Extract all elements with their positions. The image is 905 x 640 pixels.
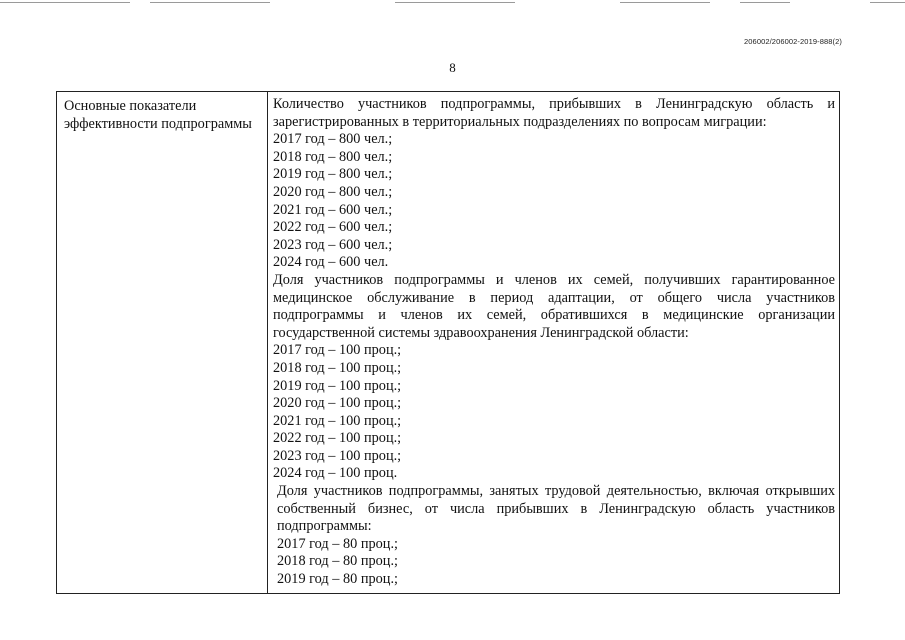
indicator-2-value: 2019 год – 100 проц.; xyxy=(273,377,402,394)
indicator-1-value: 2019 год – 800 чел.; xyxy=(273,166,393,183)
indicator-1-value: 2024 год – 600 чел. xyxy=(273,254,389,271)
indicators-table xyxy=(56,91,840,594)
indicator-2-value: 2017 год – 100 проц.; xyxy=(273,342,402,359)
scan-artifact-line xyxy=(395,2,515,3)
indicator-2-text: Доля участников подпрограммы и членов их семей, получивших гарантированное медицинское обслуживание в период адаптации, от общего числа участников подпрограммы и членов их семей, обратившихся в медицинские организации государственной системы здравоохранения Ленинградской области: xyxy=(273,271,835,341)
indicator-3-value: 2019 год – 80 проц.; xyxy=(277,571,398,588)
indicators-cell xyxy=(273,96,835,589)
scan-artifact-line xyxy=(150,2,270,3)
indicator-3-value: 2018 год – 80 проц.; xyxy=(277,553,398,570)
page-number: 8 xyxy=(449,60,456,75)
indicator-2-value: 2018 год – 100 проц.; xyxy=(273,359,402,376)
indicator-2-value: 2021 год – 100 проц.; xyxy=(273,412,402,429)
indicator-3-text: Доля участников подпрограммы, занятых трудовой деятельностью, включая открывших собственный бизнес, от числа прибывших в Ленинградскую область участников подпрограммы: xyxy=(277,483,835,535)
row-label: Основные показатели эффективности подпрограммы xyxy=(64,98,252,132)
scan-artifact-line xyxy=(620,2,710,3)
indicator-1-value: 2020 год – 800 чел.; xyxy=(273,183,393,200)
scan-artifact-line xyxy=(0,2,130,3)
scan-artifact-line xyxy=(740,2,790,3)
indicator-1-value: 2022 год – 600 чел.; xyxy=(273,219,393,236)
indicator-1-value: 2018 год – 800 чел.; xyxy=(273,148,393,165)
scan-artifact-line xyxy=(870,2,905,3)
indicator-1-value: 2023 год – 600 чел.; xyxy=(273,236,393,253)
indicator-3-value: 2017 год – 80 проц.; xyxy=(277,535,398,552)
indicator-1-value: 2017 год – 800 чел.; xyxy=(273,131,393,148)
column-divider xyxy=(267,92,268,593)
indicator-2-value: 2024 год – 100 проц. xyxy=(273,465,398,482)
indicator-2-value: 2023 год – 100 проц.; xyxy=(273,447,402,464)
indicator-2-value: 2020 год – 100 проц.; xyxy=(273,395,402,412)
indicator-2-value: 2022 год – 100 проц.; xyxy=(273,430,402,447)
document-id: 206002/206002-2019-888(2) xyxy=(744,37,842,46)
indicator-1-value: 2021 год – 600 чел.; xyxy=(273,201,393,218)
indicator-1-text: Количество участников подпрограммы, прибывших в Ленинградскую область и зарегистрированных в территориальных подразделениях по вопросам миграции: xyxy=(273,96,835,130)
